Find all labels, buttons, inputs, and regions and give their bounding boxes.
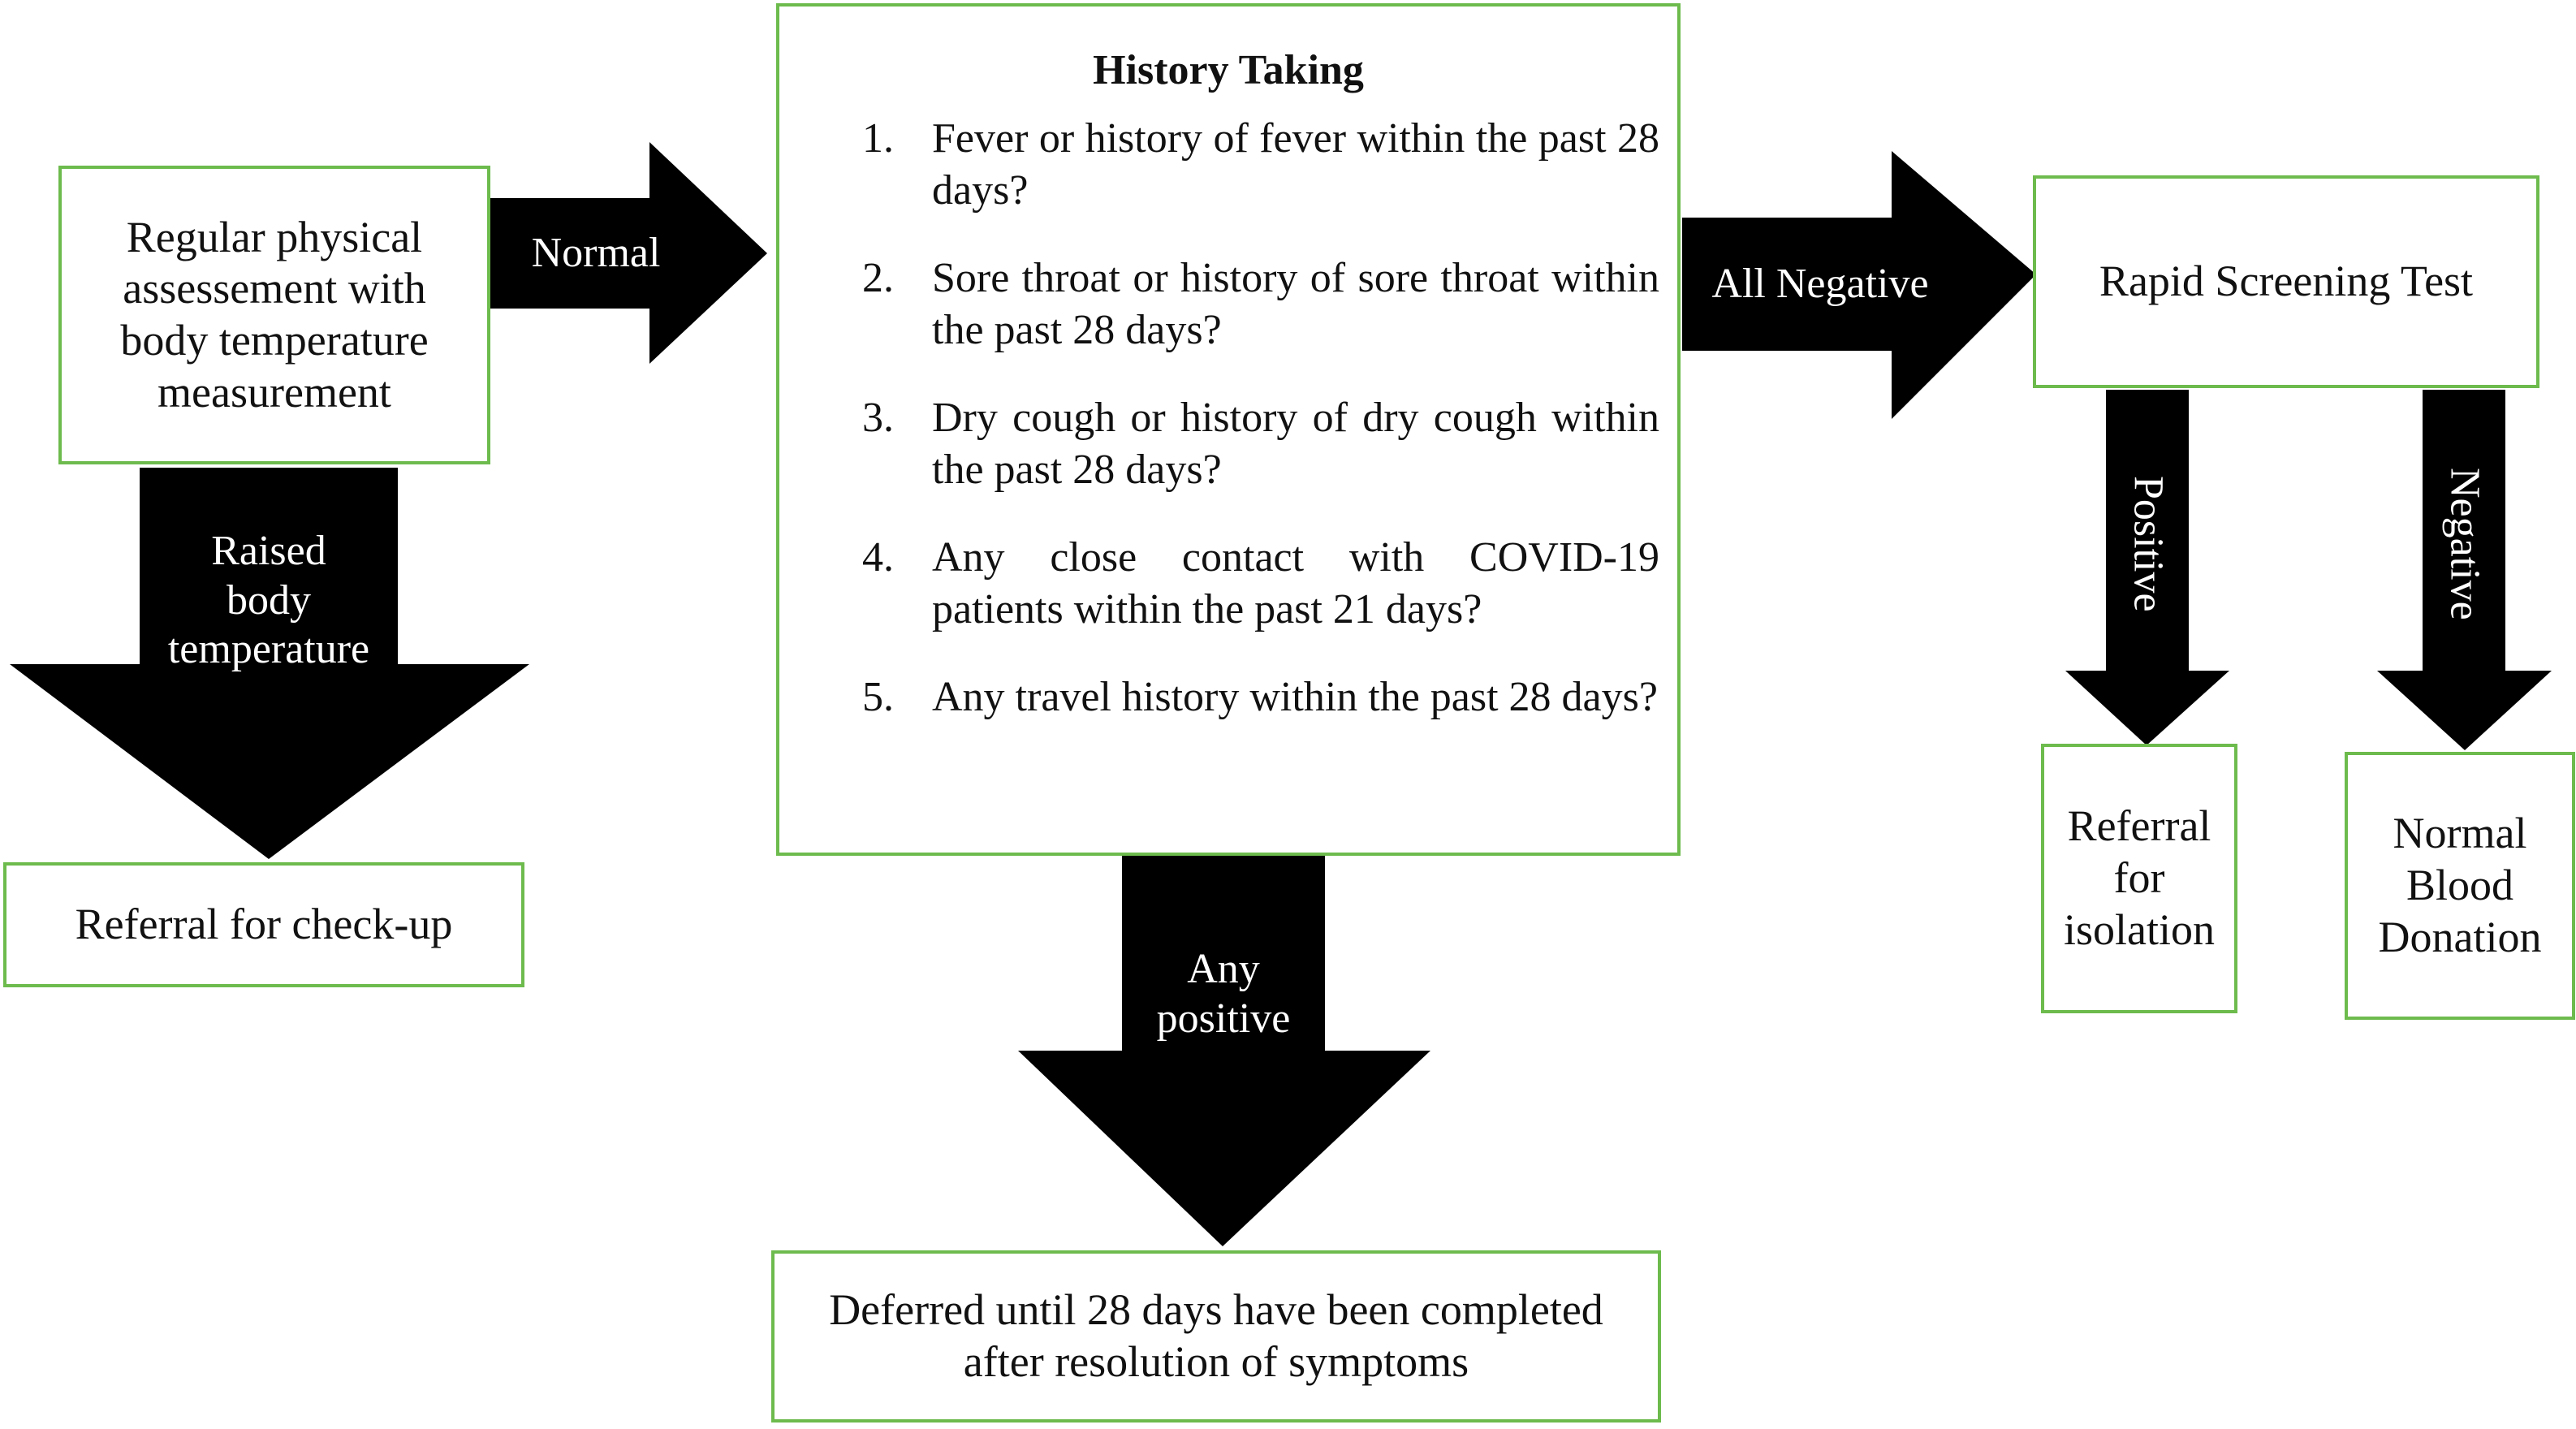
rapid-screening-test-box <box>2033 175 2539 388</box>
raised-line-2: body <box>226 576 311 624</box>
isolation-line-3: isolation <box>2064 904 2215 954</box>
deferred-box <box>771 1250 1661 1423</box>
donation-line-2: Blood <box>2406 861 2513 910</box>
raised-temperature-arrow-label <box>140 512 398 690</box>
physical-line-4: measurement <box>157 367 391 417</box>
normal-blood-donation-box <box>2345 752 2575 1020</box>
physical-assessment-box <box>58 166 490 464</box>
any-positive-line-1: Any <box>1187 946 1260 993</box>
question-number: 5. <box>862 674 894 721</box>
question-text: Dry cough or history of dry cough within the past 28 days? <box>932 395 1659 494</box>
history-taking-box <box>776 3 1681 856</box>
negative-arrow-label <box>2423 406 2505 682</box>
question-number: 4. <box>862 534 894 581</box>
normal-arrow-label <box>485 198 706 309</box>
deferred-line-2: after resolution of symptoms <box>963 1337 1469 1386</box>
question-number: 3. <box>862 395 894 442</box>
history-taking-title: History Taking <box>1093 47 1364 93</box>
donation-line-3: Donation <box>2378 912 2542 961</box>
history-question-2 <box>779 253 1677 356</box>
referral-checkup-label: Referral for check-up <box>75 900 453 949</box>
physical-line-3: body temperature <box>120 316 429 365</box>
question-text: Sore throat or history of sore throat within the past 28 days? <box>932 255 1659 354</box>
all-negative-label-text: All Negative <box>1711 260 1929 307</box>
question-text: Any travel history within the past 28 days? <box>932 674 1658 721</box>
negative-label-text: Negative <box>2441 468 2488 620</box>
any-positive-arrow-label <box>1122 926 1325 1064</box>
donation-line-1: Normal <box>2393 809 2527 858</box>
question-number: 2. <box>862 255 894 302</box>
history-question-3 <box>779 392 1677 496</box>
question-text: Fever or history of fever within the past 28 days? <box>932 115 1659 214</box>
isolation-line-2: for <box>2113 853 2165 903</box>
question-text: Any close contact with COVID-19 patients within the past 21 days? <box>932 534 1659 633</box>
question-number: 1. <box>862 115 894 162</box>
referral-checkup-box <box>3 862 524 987</box>
history-question-5 <box>779 671 1677 723</box>
referral-isolation-box <box>2041 744 2237 1013</box>
raised-line-3: temperature <box>167 626 370 673</box>
all-negative-arrow-label <box>1682 218 1958 351</box>
physical-line-2: assessement with <box>123 264 426 313</box>
isolation-line-1: Referral <box>2067 801 2211 851</box>
rapid-screening-test-label: Rapid Screening Test <box>2099 257 2474 306</box>
history-question-1 <box>779 113 1677 217</box>
raised-line-1: Raised <box>211 527 326 574</box>
any-positive-line-2: positive <box>1156 995 1291 1042</box>
positive-label-text: Positive <box>2125 476 2172 612</box>
history-questions-list <box>779 113 1677 723</box>
positive-arrow-label <box>2106 406 2189 682</box>
deferred-line-1: Deferred until 28 days have been completed <box>829 1285 1603 1335</box>
history-question-4 <box>779 532 1677 636</box>
physical-line-1: Regular physical <box>126 212 423 261</box>
normal-label-text: Normal <box>531 229 661 276</box>
